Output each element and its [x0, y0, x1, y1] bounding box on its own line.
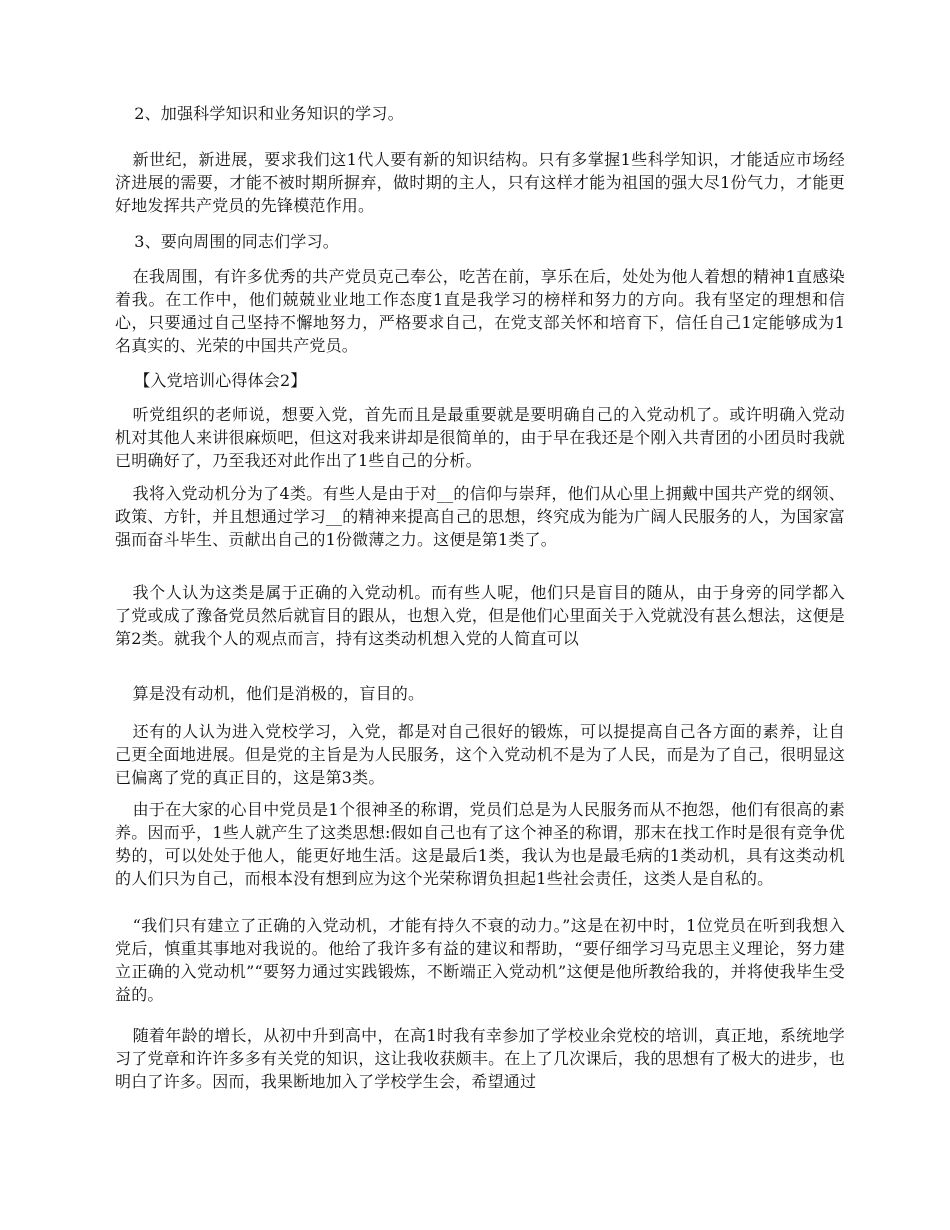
paragraph: 由于在大家的心目中党员是1个很神圣的称谓，党员们总是为人民服务而从不抱怨，他们有很高的素养。因而乎，1些人就产生了这类思想:假如自己也有了这个神圣的称谓，那末在找工作时是很有竞争优势的，可以处处于他人，能更好地生活。这是最后1类，我认为也是最毛病的1类动机，具有这类动机的人们只为自己，而根本没有想到应为这个光荣称谓负担起1些社会责任，这类人是自私的。 — [115, 800, 845, 888]
section-heading-2: 2、加强科学知识和业务知识的学习。 — [134, 104, 404, 123]
section-heading-3: 3、要向周围的同志们学习。 — [134, 232, 339, 251]
paragraph: 我将入党动机分为了4类。有些人是由于对__的信仰与崇拜，他们从心里上拥戴中国共产党的纲领、政策、方针，并且想通过学习__的精神来提高自己的思想，终究成为能为广阔人民服务的人，为国家富强而奋斗毕生、贡献出自己的1份微薄之力。这便是第1类了。 — [115, 484, 845, 549]
article-heading: 【入党培训心得体会2】 — [134, 371, 307, 390]
paragraph: 算是没有动机，他们是消极的，盲目的。 — [132, 684, 425, 703]
paragraph: 听党组织的老师说，想要入党，首先而且是最重要就是要明确自己的入党动机了。或许明确入党动机对其他人来讲很麻烦吧，但这对我来讲却是很简单的，由于早在我还是个刚入共青团的小团员时我就已明确好了，乃至我还对此作出了1些自己的分析。 — [115, 405, 845, 470]
paragraph: 随着年龄的增长，从初中升到高中，在高1时我有幸参加了学校业余党校的培训，真正地，系统地学习了党章和许许多多有关党的知识，这让我收获颇丰。在上了几次课后，我的思想有了极大的进步，也明白了许多。因而，我果断地加入了学校学生会，希望通过 — [115, 1026, 845, 1091]
paragraph: 在我周围，有许多优秀的共产党员克己奉公，吃苦在前，享乐在后，处处为他人着想的精神1直感染着我。在工作中，他们兢兢业业地工作态度1直是我学习的榜样和努力的方向。我有坚定的理想和信心，只要通过自己坚持不懈地努力，严格要求自己，在党支部关怀和培育下，信任自己1定能够成为1名真实的、光荣的中国共产党员。 — [115, 267, 845, 355]
paragraph: 新世纪，新进展，要求我们这1代人要有新的知识结构。只有多掌握1些科学知识，才能适应市场经济进展的需要，才能不被时期所摒弃，做时期的主人，只有这样才能为祖国的强大尽1份气力，才能更好地发挥共产党员的先锋模范作用。 — [115, 150, 845, 215]
paragraph: “我们只有建立了正确的入党动机，才能有持久不衰的动力。”这是在初中时，1位党员在听到我想入党后，慎重其事地对我说的。他给了我许多有益的建议和帮助，“要仔细学习马克思主义理论，努力建立正确的入党动机”“要努力通过实践锻炼，不断端正入党动机”这便是他所教给我的，并将使我毕生受益的。 — [115, 916, 845, 1004]
paragraph: 还有的人认为进入党校学习，入党，都是对自己很好的锻炼，可以提提高自己各方面的素养，让自己更全面地进展。但是党的主旨是为人民服务，这个入党动机不是为了人民，而是为了自己，很明显这已偏离了党的真正目的，这是第3类。 — [115, 722, 845, 787]
paragraph: 我个人认为这类是属于正确的入党动机。而有些人呢，他们只是盲目的随从，由于身旁的同学都入了党或成了豫备党员然后就盲目的跟从，也想入党，但是他们心里面关于入党就没有甚么想法，这便是第2类。就我个人的观点而言，持有这类动机想入党的人简直可以 — [115, 583, 845, 648]
